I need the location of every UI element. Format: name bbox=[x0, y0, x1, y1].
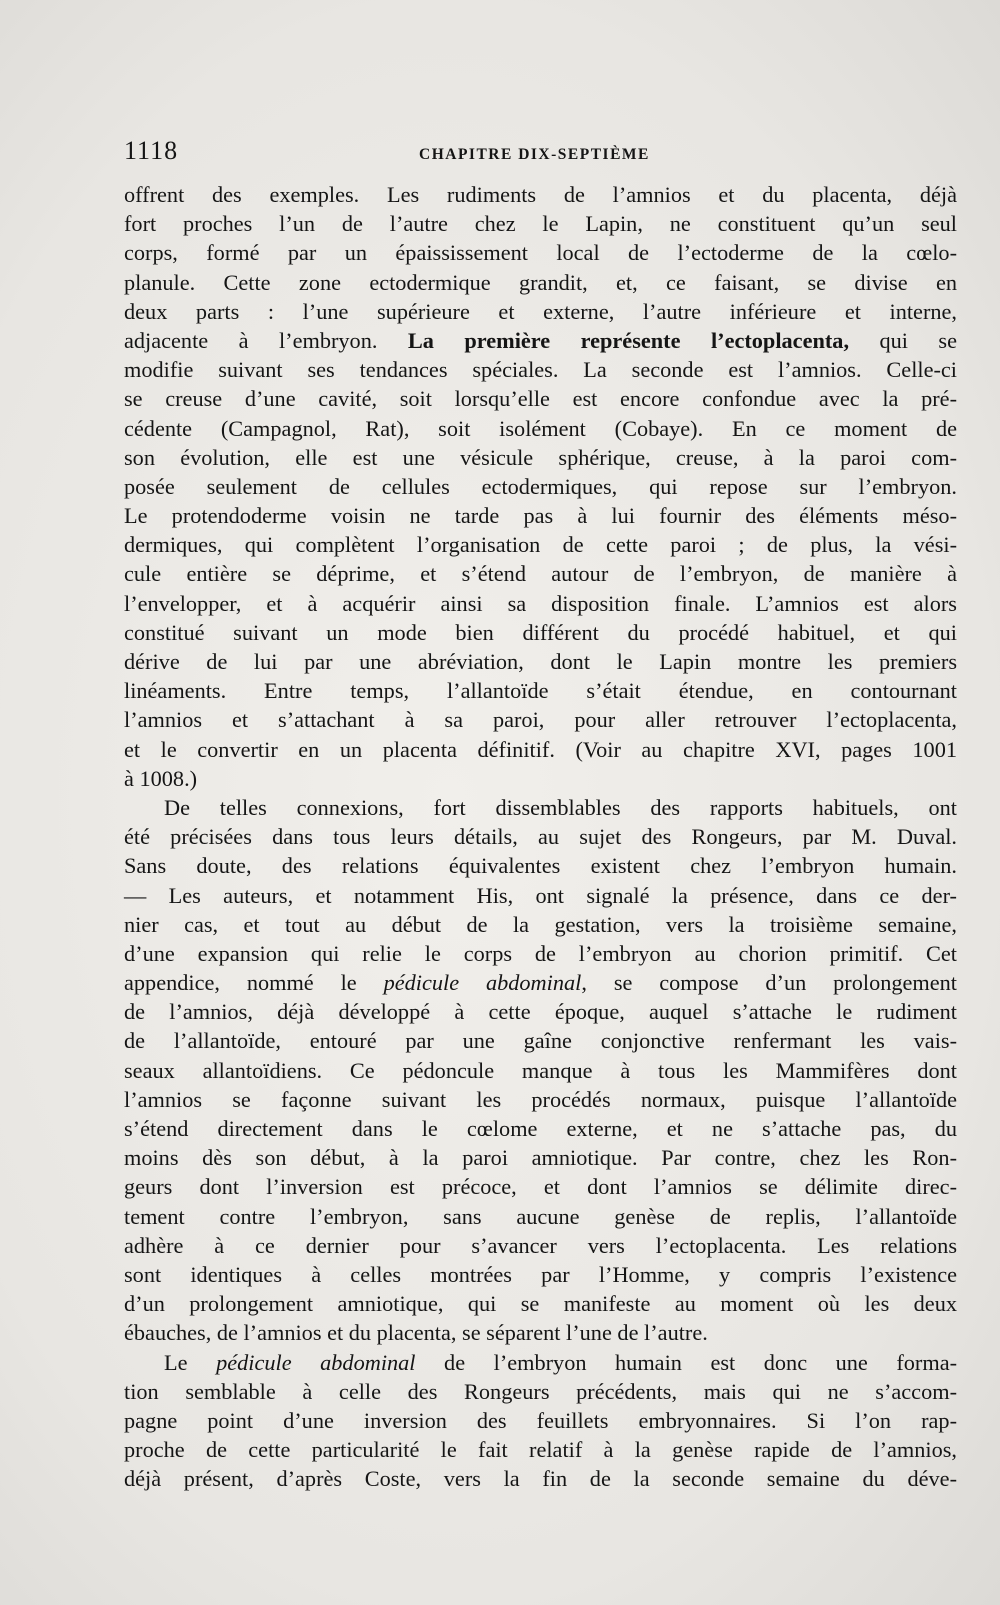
text-line: fort proches l’un de l’autre chez le Lapin, ne constituent qu’un seul bbox=[124, 211, 957, 237]
text-line: posée seulement de cellules ectodermiques, qui repose sur l’embryon. bbox=[124, 473, 957, 499]
text-line: Le pédicule abdominal de l’embryon humain est donc une forma- bbox=[164, 1349, 958, 1375]
text-line: à 1008.) bbox=[124, 765, 198, 791]
text-line: linéaments. Entre temps, l’allantoïde s’était étendue, en contournant bbox=[124, 678, 957, 704]
text-line: pagne point d’une inversion des feuillets embryonnaires. Si l’on rap- bbox=[124, 1407, 957, 1433]
text-line: appendice, nommé le pédicule abdominal, se compose d’un prolongement bbox=[124, 970, 957, 996]
text-line: moins dès son début, à la paroi amniotique. Par contre, chez les Ron- bbox=[124, 1145, 957, 1171]
text-line: corps, formé par un épaississement local de l’ectoderme de la cœlo- bbox=[124, 240, 957, 266]
text-line: d’une expansion qui relie le corps de l’embryon au chorion primitif. Cet bbox=[124, 940, 957, 966]
text-line: déjà présent, d’après Coste, vers la fin de la seconde semaine du déve- bbox=[124, 1466, 957, 1492]
running-head: CHAPITRE DIX-SEPTIÈME bbox=[419, 146, 650, 163]
text-line: geurs dont l’inversion est précoce, et dont l’amnios se délimite direc- bbox=[124, 1174, 957, 1200]
text-line: été précisées dans tous leurs détails, au sujet des Rongeurs, par M. Duval. bbox=[124, 824, 957, 850]
text-line: cule entière se déprime, et s’étend autour de l’embryon, de manière à bbox=[124, 561, 957, 587]
text-line: et le convertir en un placenta définitif. (Voir au chapitre XVI, pages 1001 bbox=[124, 736, 957, 762]
text-line: nier cas, et tout au début de la gestation, vers la troisième semaine, bbox=[124, 911, 957, 937]
text-line: Le protendoderme voisin ne tarde pas à lui fournir des éléments méso- bbox=[124, 503, 957, 529]
text-line: proche de cette particularité le fait relatif à la genèse rapide de l’amnios, bbox=[124, 1437, 957, 1463]
text-line: cédente (Campagnol, Rat), soit isolément (Cobaye). En ce moment de bbox=[124, 415, 957, 441]
text-line: adjacente à l’embryon. La première représente l’ectoplacenta, qui se bbox=[124, 327, 957, 353]
text-line: Sans doute, des relations équivalentes existent chez l’embryon humain. bbox=[124, 853, 957, 879]
text-line: dermiques, qui complètent l’organisation de cette paroi ; de plus, la vési- bbox=[124, 532, 957, 558]
text-line: son évolution, elle est une vésicule sphérique, creuse, à la paroi com- bbox=[124, 444, 957, 470]
text-line: offrent des exemples. Les rudiments de l’amnios et du placenta, déjà bbox=[124, 182, 957, 207]
text-line: de l’allantoïde, entouré par une gaîne conjonctive renfermant les vais- bbox=[124, 1028, 957, 1054]
bold-phrase: La première représente l’ectoplacenta, bbox=[407, 327, 850, 353]
text-line: constitué suivant un mode bien différent du procédé habituel, et qui bbox=[124, 619, 957, 645]
text-line: d’un prolongement amniotique, qui se manifeste au moment où les deux bbox=[124, 1291, 957, 1317]
page-number: 1118 bbox=[124, 136, 179, 165]
text-line: De telles connexions, fort dissemblables des rapports habituels, ont bbox=[164, 794, 957, 820]
text-line: tement contre l’embryon, sans aucune genèse de replis, l’allantoïde bbox=[124, 1203, 957, 1229]
text-line: l’amnios et s’attachant à sa paroi, pour aller retrouver l’ectoplacenta, bbox=[124, 707, 957, 733]
text-line: sont identiques à celles montrées par l’Homme, y compris l’existence bbox=[124, 1261, 957, 1287]
text-line: l’envelopper, et à acquérir ainsi sa disposition finale. L’amnios est alors bbox=[124, 590, 957, 616]
body-text bbox=[124, 180, 957, 1493]
text-line: l’amnios se façonne suivant les procédés normaux, puisque l’allantoïde bbox=[124, 1086, 957, 1112]
text-line: — Les auteurs, et notamment His, ont signalé la présence, dans ce der- bbox=[124, 882, 957, 908]
text-line: s’étend directement dans le cœlome externe, et ne s’attache pas, du bbox=[124, 1116, 957, 1141]
text-line: deux parts : l’une supérieure et externe, l’autre inférieure et interne, bbox=[124, 298, 957, 324]
text-line: seaux allantoïdiens. Ce pédoncule manque à tous les Mammifères dont bbox=[124, 1057, 957, 1083]
italic-phrase: pédicule abdominal bbox=[216, 1349, 416, 1375]
text-line: planule. Cette zone ectodermique grandit, et, ce faisant, se divise en bbox=[124, 269, 957, 295]
text-line: ébauches, de l’amnios et du placenta, se séparent l’une de l’autre. bbox=[124, 1320, 708, 1346]
text-line: se creuse d’une cavité, soit lorsqu’elle est encore confondue avec la pré- bbox=[124, 386, 957, 412]
text-line: tion semblable à celle des Rongeurs précédents, mais qui ne s’accom- bbox=[124, 1378, 957, 1404]
text-line: adhère à ce dernier pour s’avancer vers l’ectoplacenta. Les relations bbox=[124, 1232, 957, 1258]
italic-phrase: pédicule abdominal bbox=[383, 970, 582, 996]
page-header bbox=[124, 136, 944, 176]
text-line: modifie suivant ses tendances spéciales. La seconde est l’amnios. Celle-ci bbox=[124, 357, 957, 383]
text-line: de l’amnios, déjà développé à cette époque, auquel s’attache le rudiment bbox=[124, 999, 957, 1025]
text-line: dérive de lui par une abréviation, dont le Lapin montre les premiers bbox=[124, 649, 957, 674]
